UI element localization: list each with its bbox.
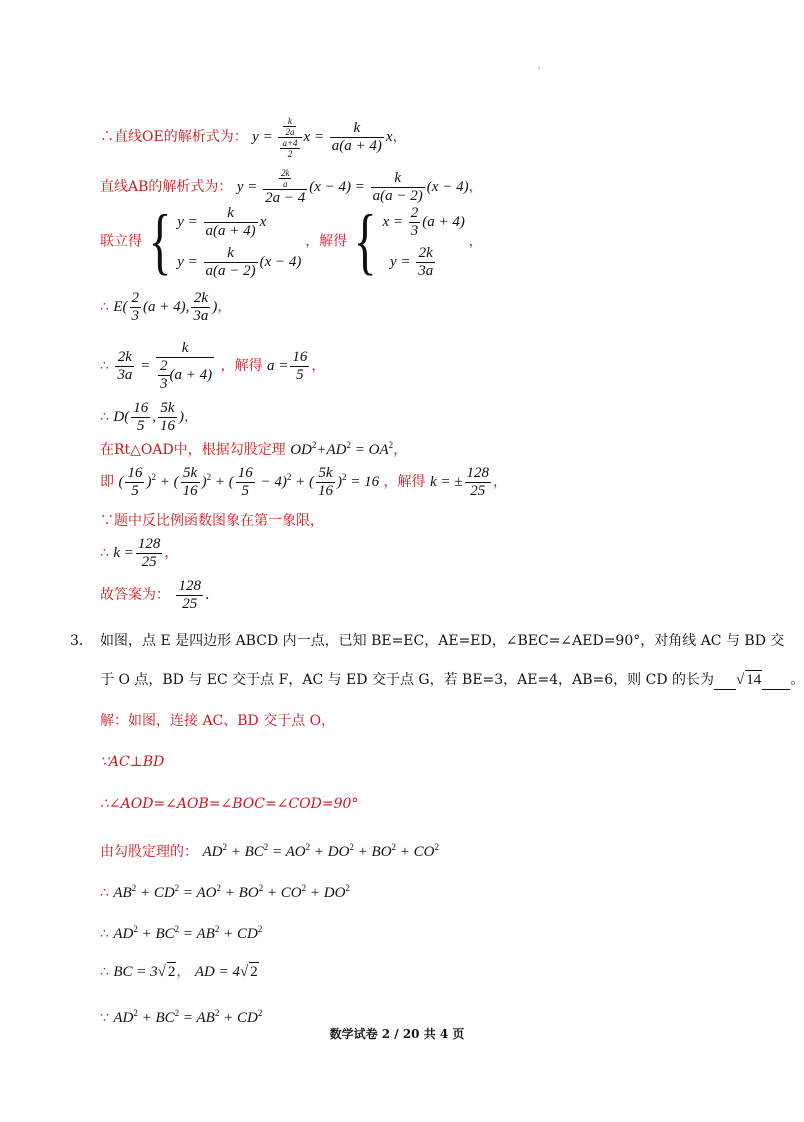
point-e: E( $\frac{2}{3}$ (a + 4), $\frac{2k}{3a}$ ) — [113, 290, 218, 324]
solution-line-k: 即 ( $\frac{16}{5}$ )$^2$ + ( $\frac{5k}{16}$ )$^2$ + ( $\frac{16}{5}$ − 4)$^2$ + ( $\frac{5k}{16}$ )$^2$ = 16 ，解得 k = ± $\frac{128}{25}$ ， — [100, 465, 507, 499]
k-final: k = $\frac{128}{25}$ — [113, 536, 161, 570]
pythagoras-label: 在Rt△OAD中，根据勾股定理 — [100, 442, 286, 458]
therefore-symbol: ∴ — [100, 926, 109, 942]
question-number: 3. — [70, 633, 84, 649]
k-value: k = ± $\frac{128}{25}$ — [429, 465, 489, 499]
q3-pythagoras-line — [100, 838, 439, 861]
pythagoras-label: 由勾股定理的： — [100, 844, 198, 860]
q3-angles: ∴∠AOD=∠AOB=∠BOC=∠COD=90° — [100, 796, 359, 812]
pythagoras-equation: $OD^2+AD^2 = OA^2$ — [290, 440, 394, 458]
answer-value: $\frac{128}{25}$ — [178, 578, 201, 612]
question-3-line2 — [100, 670, 804, 690]
system-solution: { x = $\frac{2}{3}$ (a + 4) y = $\frac{2k}{3a}$ — [353, 200, 465, 283]
answer-radicand: 14 — [746, 672, 762, 688]
therefore-symbol: ∴ — [100, 357, 109, 374]
solution-line-ab: 直线AB的解析式为： y = $\frac{\frac{2k}{a}}{2a - 4}$ (x − 4) = $\frac{k}{a(a - 2)}$ (x − 4)， — [100, 168, 483, 206]
q3-equation-3: $AD^2 + BC^2 = AB^2 + CD^2$ — [113, 924, 263, 942]
period: 。 — [790, 672, 804, 688]
because-symbol: ∵ — [100, 1010, 109, 1026]
solution-line-oe: ∴直线OE的解析式为： y = $\frac{\frac{k}{2a}}{\frac{a+4}{2}}$ x = $\frac{k}{a(a + 4)}$ x， — [100, 116, 407, 159]
solution-line-quadrant — [100, 512, 324, 530]
a-value: a = $\frac{16}{5}$ — [267, 349, 308, 383]
ab-label: 直线AB的解析式为： — [100, 178, 233, 195]
q3-equation-6: $AD^2 + BC^2 = AB^2 + CD^2$ — [113, 1008, 263, 1026]
q3-equation-4: BC = 3√ 2 — [113, 964, 176, 980]
q3-line-3 — [100, 920, 262, 943]
q3-solution-intro: 解：如图，连接 AC、BD 交于点 O， — [100, 713, 336, 729]
therefore-symbol: ∴ — [100, 544, 109, 561]
system-equations: { y = $\frac{k}{a(a + 4)}$ x y = $\frac{k}{a(a - 2)}$ (x − 4) — [148, 200, 302, 283]
a-equation: $\frac{2k}{3a}$ = k $\frac{2}{3}$ (a + 4) — [117, 340, 213, 392]
q3-line-2 — [100, 879, 350, 902]
solution-line-k-final: ∴ k = $\frac{128}{25}$ ， — [100, 536, 179, 570]
q3-line-5 — [100, 1004, 262, 1027]
solve-label: ，解得 — [305, 233, 348, 250]
solve-label: ，解得 — [220, 357, 263, 374]
k-equation: ( $\frac{16}{5}$ )$^2$ + ( $\frac{5k}{16}$ )$^2$ + ( $\frac{16}{5}$ − 4)$^2$ + ( $\frac{5k}{16}$ )$^2$ = 16 — [118, 465, 380, 499]
ab-equation: y = $\frac{\frac{2k}{a}}{2a - 4}$ (x − 4) = $\frac{k}{a(a - 2)}$ (x − 4) — [236, 168, 469, 206]
q3-perpendicular: ∵AC⊥BD — [100, 754, 165, 770]
page-footer: 数学试卷 2 / 20 共 4 页 — [329, 1027, 465, 1041]
system-label: 联立得 — [100, 233, 142, 250]
solution-line-answer: 故答案为： $\frac{128}{25}$ . — [100, 578, 210, 612]
therefore-symbol: ∴ — [100, 964, 109, 980]
q3-line-4: ∴ BC = 3√ 2， AD = 4√ 2 — [100, 964, 258, 980]
oe-equation: y = $\frac{\frac{k}{2a}}{\frac{a+4}{2}}$ x = $\frac{k}{a(a + 4)}$ x — [252, 116, 393, 159]
q3-equation-2: $AB^2 + CD^2 = AO^2 + BO^2 + CO^2 + DO^2$ — [113, 883, 350, 901]
answer-blank: √ 14 — [736, 672, 762, 688]
solution-line-d: ∴ D( $\frac{16}{5}$ , $\frac{5k}{16}$ )， — [100, 400, 198, 434]
question-3-line1: 如图，点 E 是四边形 ABCD 内一点，已知 BE=EC，AE=ED，∠BEC=∠AED=90°，对角线 AC 与 BD 交 — [100, 633, 785, 649]
namely-label: 即 — [100, 473, 114, 490]
therefore-symbol: ∴ — [100, 408, 109, 425]
point-d: D( $\frac{16}{5}$ , $\frac{5k}{16}$ ) — [113, 400, 184, 434]
oe-label: ∴直线OE的解析式为： — [100, 128, 248, 145]
therefore-symbol: ∴ — [100, 298, 109, 315]
solution-line-e: ∴ E( $\frac{2}{3}$ (a + 4), $\frac{2k}{3a}$ )， — [100, 290, 232, 324]
solution-line-a: ∴ $\frac{2k}{3a}$ = k $\frac{2}{3}$ (a + 4) ，解得 a = $\frac{16}{5}$ ， — [100, 340, 326, 392]
question-3-text: 于 O 点，BD 与 EC 交于点 F，AC 与 ED 交于点 G，若 BE=3，AE=4，AB=6，则 CD 的长为 — [100, 672, 715, 688]
q3-equation-5: AD = 4√ 2 — [194, 964, 258, 980]
solution-line-system: 联立得 { y = $\frac{k}{a(a + 4)}$ x y = $\frac{k}{a(a - 2)}$ (x − 4) ，解得 { x = $\frac{2}{3}$ (a + 4) y = $\frac{2k}{3a}$ ， — [100, 200, 483, 283]
q3-equation-1: $AD^2 + BC^2 = AO^2 + DO^2 + BO^2 + CO^2$ — [202, 842, 439, 860]
scan-dot — [538, 67, 540, 69]
solution-line-pythagoras: 在Rt△OAD中，根据勾股定理 $OD^2+AD^2 = OA^2$， — [100, 440, 408, 458]
quadrant-text: ∵题中反比例函数图象在第一象限， — [100, 513, 324, 529]
therefore-symbol: ∴ — [100, 885, 109, 901]
answer-label: 故答案为： — [100, 586, 170, 603]
solve-label: ，解得 — [383, 473, 426, 490]
